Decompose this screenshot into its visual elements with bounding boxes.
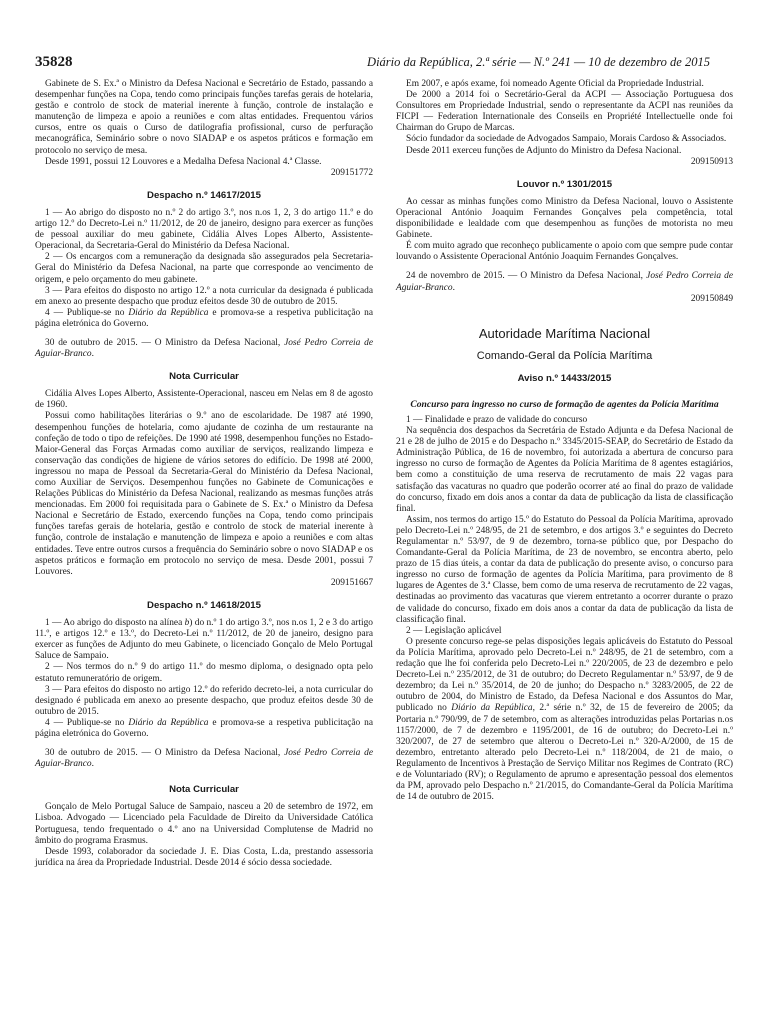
paragraph: Ao cessar as minhas funções como Ministro da Defesa Nacional, louvo o Assistente Operacional António Joaquim Fernandes Gonçalves pela competência, total disponibilidade e lealdade com que desempenhou as funções de motorista no meu Gabinete. (396, 196, 733, 241)
paragraph: Gabinete de S. Ex.ª o Ministro da Defesa Nacional e Secretário de Estado, passando a desempenhar funções na Copa, tendo como principais funções tarefas gerais de hotelaria, gestão e controlo de stock de material inerente à função, controle de instalação e manutenção de limpeza e apoio a reuniões e com altas entidades. Frequentou vários cursos, entre os quais o Curso de datilografia profissional, curso de perfuração mecanográfica, Seminário sobre o novo SIADAP e os aspetos práticos e formação em protocolo no serviço de mesa. (35, 79, 373, 156)
section-title: Louvor n.º 1301/2015 (516, 178, 613, 190)
paragraph: 2 — Nos termos do n.º 9 do artigo 11.º do mesmo diploma, o designado opta pelo estatuto remuneratório de origem. (35, 662, 373, 684)
text-run: 4 — Publique-se no (45, 307, 129, 318)
paragraph: 1 — Finalidade e prazo de validade do concurso (406, 414, 588, 425)
paragraph: É com muito agrado que reconheço publicamente o apoio com que sempre pude contar louvando o Assistente Operacional António Joaquim Fernandes Gonçalves. (396, 241, 733, 263)
signature: 30 de outubro de 2015. — O Ministro da Defesa Nacional, José Pedro Correia de Aguiar-Branco. (35, 337, 373, 360)
signatory-name: José Pedro Correia de Aguiar-Branco (396, 271, 733, 293)
paragraph: Cidália Alves Lopes Alberto, Assistente-Operacional, nasceu em Nelas em 8 de agosto de 1960. (35, 389, 373, 411)
paragraph: 3 — Para efeitos do disposto no artigo 12.º do referido decreto-lei, a nota curricular do designado é publicada em anexo ao presente despacho, que produz efeitos desde 30 de outubro de 2015. (35, 684, 373, 717)
journal-title: Diário da República, 2.ª série — N.º 241 — 10 de dezembro de 2015 (367, 55, 710, 69)
text-run: 1 — Ao abrigo do disposto na alínea (45, 618, 185, 629)
paragraph: 3 — Para efeitos do disposto no artigo 12.º a nota curricular da designada é publicada em anexo ao presente despacho que produz efeitos desde 30 de outubro de 2015. (35, 285, 373, 307)
paragraph (35, 618, 373, 662)
paragraph: Gonçalo de Melo Portugal Saluce de Sampaio, nasceu a 20 de setembro de 1972, em Lisboa. Advogado — Licenciado pela Faculdade de Direito da Universidade Católica Portuguesa, tendo frequentado o 4.º ano na Universidad Complutense de Madrid no âmbito do programa Erasmus. (35, 802, 373, 846)
signature-text: 24 de novembro de 2015. — O Ministro da Defesa Nacional, (406, 271, 647, 282)
journal-name: Diário da República (128, 307, 209, 318)
section-title: Nota Curricular (169, 371, 239, 383)
section-title: Aviso n.º 14433/2015 (517, 372, 612, 384)
text-run: e promova-se a respetiva publicitação na página eletrónica do Governo. (35, 717, 373, 739)
signature: 30 de outubro de 2015. — O Ministro da Defesa Nacional, José Pedro Correia de Aguiar-Branco. (35, 748, 373, 770)
signature-text: 30 de outubro de 2015. — O Ministro da Defesa Nacional, (45, 748, 285, 759)
text-run: b (184, 618, 190, 629)
reference-number: 209151667 (330, 577, 373, 588)
notice-subtitle: Concurso para ingresso no curso de formação de agentes da Polícia Marítima (410, 398, 719, 410)
signatory-name: José Pedro Correia de Aguiar-Branco (35, 748, 373, 770)
organization-title: Autoridade Marítima Nacional (478, 325, 651, 341)
reference-number: 209151772 (330, 167, 373, 178)
text-run: 4 — Publique-se no (45, 717, 129, 728)
journal-name: Diário da República (128, 717, 209, 728)
text-run: ) do n.º 1 do artigo 3.º, nos n.os 1, 2 e 3 do artigo 11.º, e artigos 12.º e 13.º, do Decreto-Lei n.º 11/2012, de 20 de janeiro, designo para exercer as funções de Adjunto do meu Gabinete, o licenciado Gonçalo de Melo Portugal Saluce de Sampaio. (35, 618, 373, 662)
paragraph (35, 718, 373, 740)
paragraph: 1 — Ao abrigo do disposto no n.º 2 do artigo 3.º, nos n.os 1, 2, 3 do artigo 11.º e do artigo 12.º do Decreto-Lei n.º 11/2012, de 20 de janeiro, designo para exercer as funções de pessoal auxiliar do meu gabinete, Cidália Alves Lopes Alberto, Assistente-Operacional, da Secretaria-Geral do Ministério da Defesa Nacional. (35, 207, 373, 252)
text-run: e promova-se a respetiva publicitação na página eletrónica do Governo. (35, 307, 373, 329)
paragraph: Possui como habilitações literárias o 9.º ano de escolaridade. De 1987 até 1990, desempenhou funções de hotelaria, como ajudante de cozinha de um restaurante na confeção de todo o tipo de refeições. De 1990 até 1998, desempenhou funções no Estado-Maior-General das Forças Armadas como auxiliar de serviços, realizando limpeza e conservação das condições de higiene de vários setores do edifício. De 1998 até 2000, ingressou no mapa de Pessoal da Secretaria-Geral do Ministério da Defesa Nacional, como Auxiliar de Serviços. Desempenhou funções no Gabinete de Comunicações e Relações Públicas do Ministério da Defesa Nacional, realizando as mesmas funções atrás mencionadas. Em 2000 foi requisitada para o Gabinete de S. Ex.ª o Ministro da Defesa Nacional e Secretário de Estado, exercendo funções na Copa, tendo como principais funções tarefas gerais de hotelaria, gestão e controlo de stock de material inerente à função, controle de instalação e manutenção de limpeza e apoio a reuniões e com altas entidades. Teve entre outros cursos a frequência do Seminário sobre o novo SIADAP e os aspetos práticos e formação em protocolo no serviço de mesa. Desde 2001, possui 7 Louvores. (35, 411, 373, 577)
paragraph: Sócio fundador da sociedade de Advogados Sampaio, Morais Cardoso & Associados. (406, 134, 727, 145)
paragraph: Desde 1991, possui 12 Louvores e a Medalha Defesa Nacional 4.ª Classe. (45, 156, 322, 167)
signatory-name: José Pedro Correia de Aguiar-Branco (35, 337, 373, 360)
signature-text: 30 de outubro de 2015. — O Ministro da Defesa Nacional, (45, 337, 285, 348)
reference-number: 209150849 (690, 293, 733, 304)
journal-name: Diário da República (451, 703, 533, 714)
page-number: 35828 (35, 54, 73, 70)
text-run: O presente concurso rege-se pelas disposições legais aplicáveis do Estatuto do Pessoal da Polícia Marítima, aprovado pelo Decreto-Lei n.º 248/95, de 21 de setembro, com a redação que lhe foi conferida pelo Decreto-Lei n.º 220/2005, de 23 de dezembro e pelo Decreto-Lei n.º 235/2012, de 31 de outubro; do Decreto Regulamentar n.º 53/97, de 9 de dezembro; da Lei n.º 35/2014, de 20 de junho; do Despacho n.º 3283/2005, de 22 de outubro de 2004, do Ministro de Estado, da Defesa Nacional e dos Assuntos do Mar, publicado no (396, 636, 733, 714)
page-header (35, 54, 710, 76)
right-column (396, 79, 733, 803)
paragraph: Desde 1993, colaborador da sociedade J. E. Dias Costa, L.da, prestando assessoria jurídica na área da Propriedade Industrial. Desde 2014 é sócio dessa sociedade. (35, 846, 373, 868)
section-title: Despacho n.º 14618/2015 (147, 599, 261, 611)
paragraph: 2 — Os encargos com a remuneração da designada são assegurados pela Secretaria-Geral do Ministério da Defesa Nacional, na parte que corresponde ao vencimento de origem, e pelo orçamento do meu gabinete. (35, 252, 373, 285)
section-title: Nota Curricular (169, 784, 239, 796)
reference-number: 209150913 (690, 156, 733, 167)
paragraph: Na sequência dos despachos da Secretária de Estado Adjunta e da Defesa Nacional de 21 e 28 de julho de 2015 e do Despacho n.º 3345/2015-SEAP, do Secretário de Estado da Administração Pública, de 16 de novembro, foi autorizada a abertura de concurso para ingresso no curso de formação de Agentes da Polícia Marítima de 8 agentes estagiários, bem como a constituição de uma reserva de recrutamento de mais 22 vagas para satisfação das vacaturas no quadro que poderão ocorrer até ao final do prazo de validade do concurso, fixado em dois anos a contar da data de publicação da lista de classificação final. (396, 426, 733, 514)
paragraph: Em 2007, e após exame, foi nomeado Agente Oficial da Propriedade Industrial. (406, 79, 704, 89)
paragraph: De 2000 a 2014 foi o Secretário-Geral da ACPI — Associação Portuguesa dos Consultores em Propriedade Industrial, sendo o representante da ACPI nas reuniões da FICPI — Federation Internationale des Conseils en Propriété Intellectuelle onde foi Chairman do Grupo de Marcas. (396, 90, 733, 134)
paragraph (396, 637, 733, 803)
paragraph (35, 308, 373, 330)
paragraph: Desde 2011 exerceu funções de Adjunto do Ministro da Defesa Nacional. (406, 145, 682, 156)
paragraph: 2 — Legislação aplicável (406, 625, 502, 636)
text-run: , 2.ª série n.º 32, de 15 de fevereiro de 2005; da Portaria n.º 790/99, de 7 de setembro, com as alterações introduzidas pelas Portarias n.os 1157/2000, de 7 de dezembro e 1195/2001, de 16 de outubro; do Decreto-Lei n.º 320/2007, de 27 de setembro que alterou o Decreto-Lei n.º 320-A/2000, de 15 de dezembro, entretanto alterado pelo Decreto-Lei n.º 118/2004, de 21 de maio, o Regulamento de Incentivos à Prestação de Serviço Militar nos Regimes de Contrato (RC) e de Voluntariado (RV); o Regulamento de aprumo e apresentação pessoal dos elementos da PM, aprovado pelo Despacho n.º 21/2015, do Comandante-Geral da Polícia Marítima de 14 de outubro de 2015. (396, 703, 733, 803)
signature: 24 de novembro de 2015. — O Ministro da Defesa Nacional, José Pedro Correia de Aguiar-Branco. (396, 271, 733, 293)
sub-organization-title: Comando-Geral da Polícia Marítima (476, 349, 653, 362)
section-title: Despacho n.º 14617/2015 (147, 189, 261, 201)
paragraph: Assim, nos termos do artigo 15.º do Estatuto do Pessoal da Polícia Marítima, aprovado pelo Decreto-Lei n.º 248/95, de 21 de setembro, e dos artigos 3.º e seguintes do Decreto Regulamentar n.º 53/97, de 9 de dezembro, torna-se público que, por Despacho do Comandante-Geral da Polícia Marítima, de 23 de novembro, se encontra aberto, pelo prazo de 15 dias úteis, a contar da data de publicação do presente aviso, o concurso para ingresso no curso de formação de agentes da Polícia Marítima, para provimento de 8 lugares de Agentes de 3.ª Classe, bem como de uma reserva de recrutamento de 22 vagas, destinadas ao provimento das vacaturas que vierem entretanto a ocorrer durante o prazo de validade do concurso, fixado em dois anos a contar da data de publicação da lista de classificação final. (396, 514, 733, 625)
left-column (35, 79, 373, 869)
